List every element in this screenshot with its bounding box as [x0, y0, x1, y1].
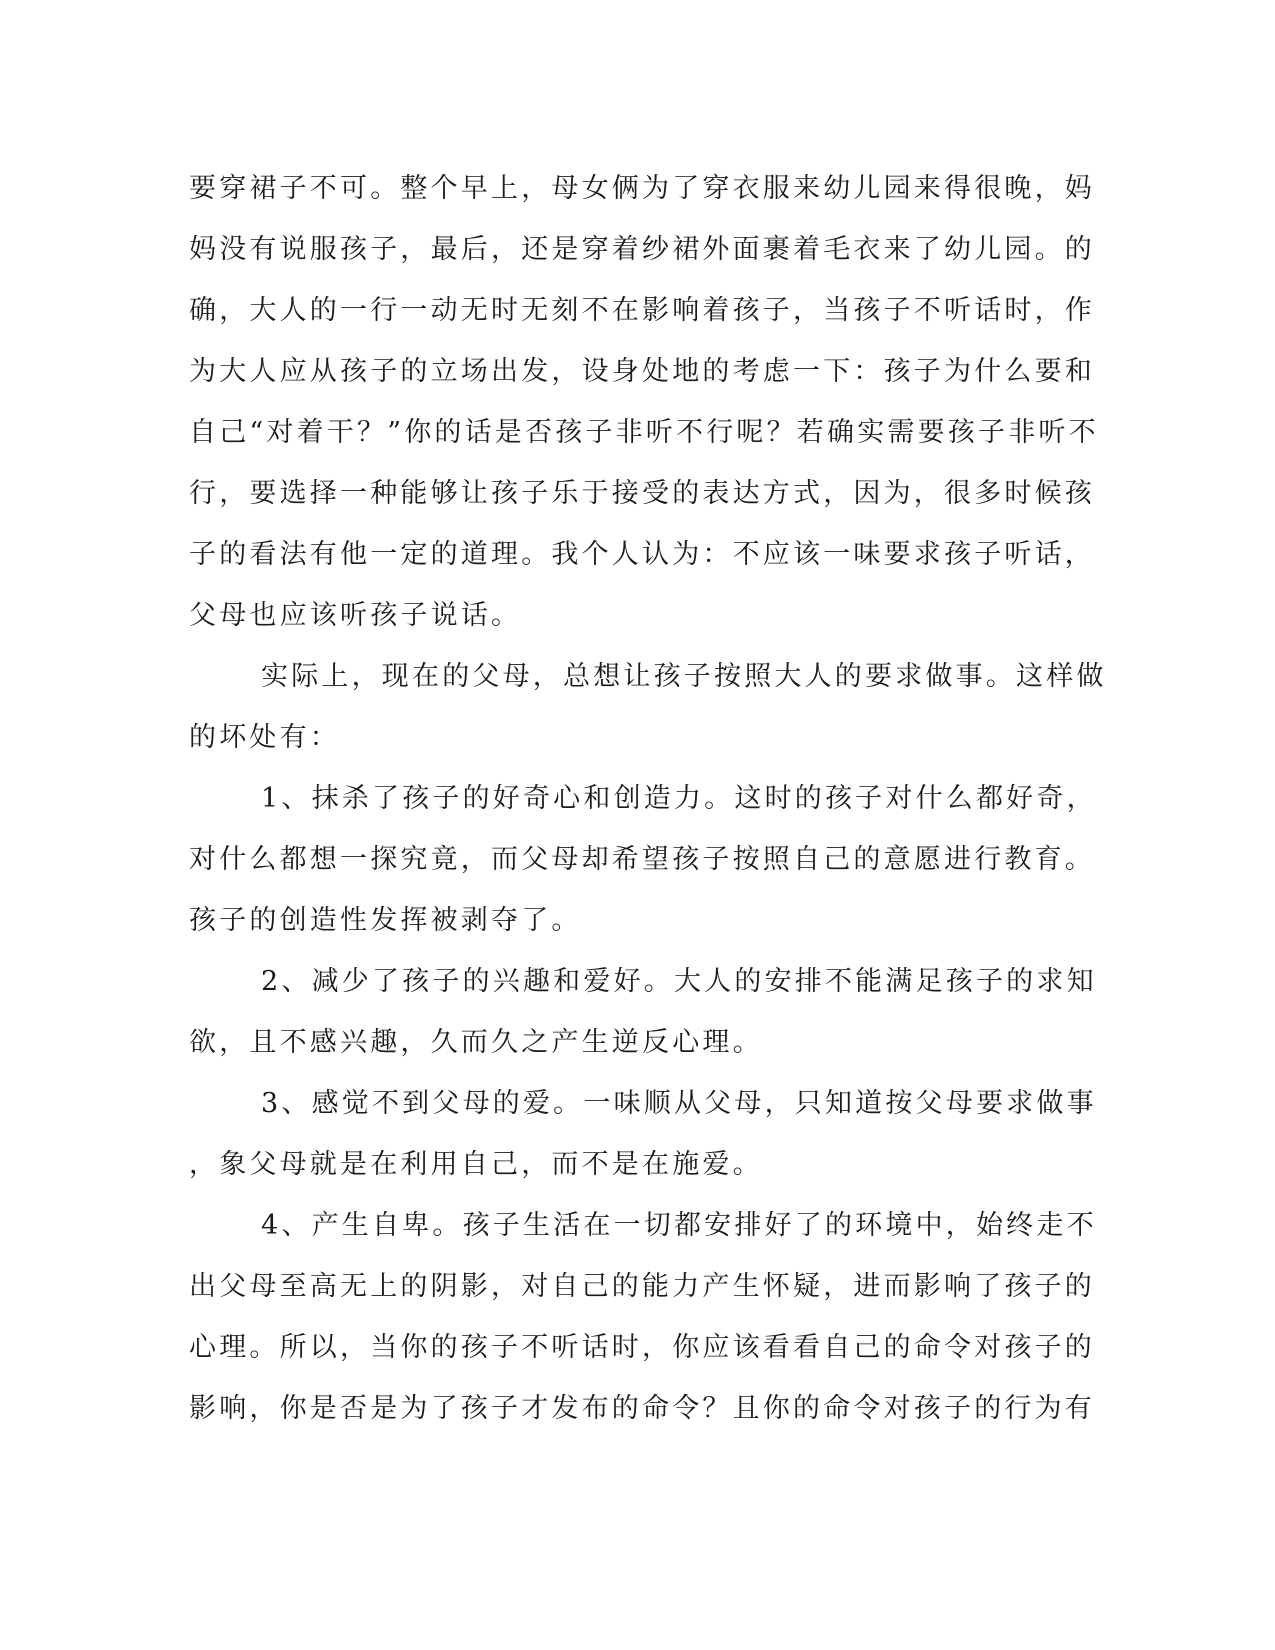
list-item-1: 1、抹杀了孩子的好奇心和创造力。这时的孩子对什么都好奇，: [261, 783, 1097, 814]
text-line: 对什么都想一探究竟，而父母却希望孩子按照自己的意愿进行教育。: [189, 844, 1095, 875]
text-line: 的坏处有：: [189, 722, 340, 753]
text-line: 心理。所以，当你的孩子不听话时，你应该看看自己的命令对孩子的: [189, 1332, 1095, 1363]
text-line: 子的看法有他一定的道理。我个人认为：不应该一味要求孩子听话，: [189, 539, 1095, 570]
text-line: 孩子的创造性发挥被剥夺了。: [189, 905, 582, 936]
text-line: 妈没有说服孩子，最后，还是穿着纱裙外面裹着毛衣来了幼儿园。的: [189, 234, 1095, 265]
text-line: 为大人应从孩子的立场出发，设身处地的考虑一下：孩子为什么要和: [189, 356, 1095, 387]
text-line: 要穿裙子不可。整个早上，母女俩为了穿衣服来幼儿园来得很晚，妈: [189, 173, 1095, 204]
text-line: ，象父母就是在利用自己，而不是在施爱。: [189, 1149, 763, 1180]
list-item-4: 4、产生自卑。孩子生活在一切都安排好了的环境中，始终走不: [261, 1210, 1097, 1241]
text-line: 出父母至高无上的阴影，对自己的能力产生怀疑，进而影响了孩子的: [189, 1271, 1095, 1302]
list-item-2: 2、减少了孩子的兴趣和爱好。大人的安排不能满足孩子的求知: [261, 966, 1097, 997]
text-line: 确，大人的一行一动无时无刻不在影响着孩子，当孩子不听话时，作: [189, 295, 1095, 326]
list-item-3: 3、感觉不到父母的爱。一味顺从父母，只知道按父母要求做事: [261, 1088, 1097, 1119]
text-line: 自己“对着干？”你的话是否孩子非听不行呢？若确实需要孩子非听不: [189, 417, 1099, 448]
text-line: 欲，且不感兴趣，久而久之产生逆反心理。: [189, 1027, 763, 1058]
paragraph-first-line: 实际上，现在的父母，总想让孩子按照大人的要求做事。这样做: [261, 661, 1107, 692]
text-line: 父母也应该听孩子说话。: [189, 600, 522, 631]
text-line: 行，要选择一种能够让孩子乐于接受的表达方式，因为，很多时候孩: [189, 478, 1095, 509]
document-body: [189, 158, 1107, 1439]
text-line: 影响，你是否是为了孩子才发布的命令？且你的命令对孩子的行为有: [189, 1393, 1095, 1424]
